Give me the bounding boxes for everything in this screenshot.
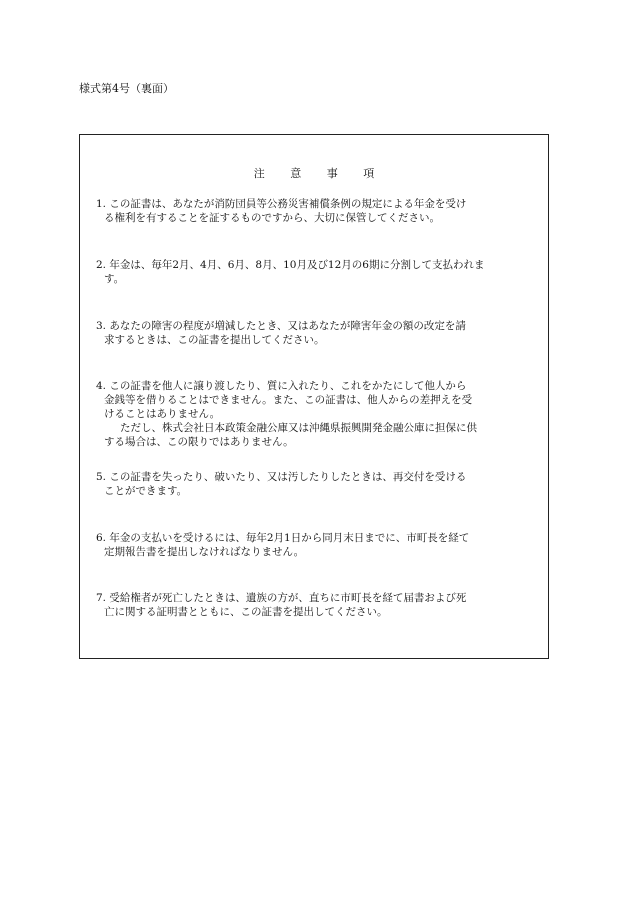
notice-item-4	[96, 379, 532, 449]
notice-item-line: る権利を有することを証するものですから、大切に保管してください。	[104, 212, 440, 224]
notice-item-1	[96, 197, 532, 225]
notice-box	[79, 134, 549, 659]
notice-item-5	[96, 470, 532, 498]
notice-item-line: 6. 年金の支払いを受けるには、毎年2月1日から同月末日までに、市町長を経て	[96, 532, 470, 544]
notice-item-line: 亡に関する証明書とともに、この証書を提出してください。	[104, 606, 388, 618]
notice-item-line: けることはありません。	[104, 408, 221, 420]
notice-item-line: 金銭等を借りることはできません。また、この証書は、他人からの差押えを受	[104, 394, 473, 406]
notice-item-line: ことができます。	[104, 485, 188, 497]
notice-item-3	[96, 319, 532, 347]
notice-item-proviso-line: ただし、株式会社日本政策金融公庫又は沖縄県振興開発金融公庫に担保に供	[120, 422, 477, 434]
notice-item-2	[96, 258, 532, 286]
notice-item-line: 4. この証書を他人に譲り渡したり、質に入れたり、これをかたにして他人から	[96, 380, 467, 392]
notice-item-line: 5. この証書を失ったり、破いたり、又は汚したりしたときは、再交付を受ける	[96, 471, 467, 483]
notice-title: 注 意 事 項	[253, 167, 386, 180]
notice-item-line: する場合は、この限りではありません。	[104, 436, 294, 448]
notice-item-line: 求するときは、この証書を提出してください。	[104, 334, 325, 346]
notice-item-line: 1. この証書は、あなたが消防団員等公務災害補償条例の規定による年金を受け	[96, 198, 467, 210]
notice-item-line: す。	[104, 273, 125, 285]
notice-item-line: 2. 年金は、毎年2月、4月、6月、8月、10月及び12月の6期に分割して支払われま	[96, 259, 485, 271]
notice-item-line: 3. あなたの障害の程度が増減したとき、又はあなたが障害年金の額の改定を請	[96, 320, 466, 332]
notice-item-line: 7. 受給権者が死亡したときは、遺族の方が、直ちに市町長を経て届書および死	[96, 592, 467, 604]
notice-item-line: 定期報告書を提出しなければなりません。	[104, 546, 305, 558]
form-number-label: 様式第4号（裏面）	[79, 82, 174, 95]
notice-item-7	[96, 591, 532, 619]
notice-item-6	[96, 531, 532, 559]
